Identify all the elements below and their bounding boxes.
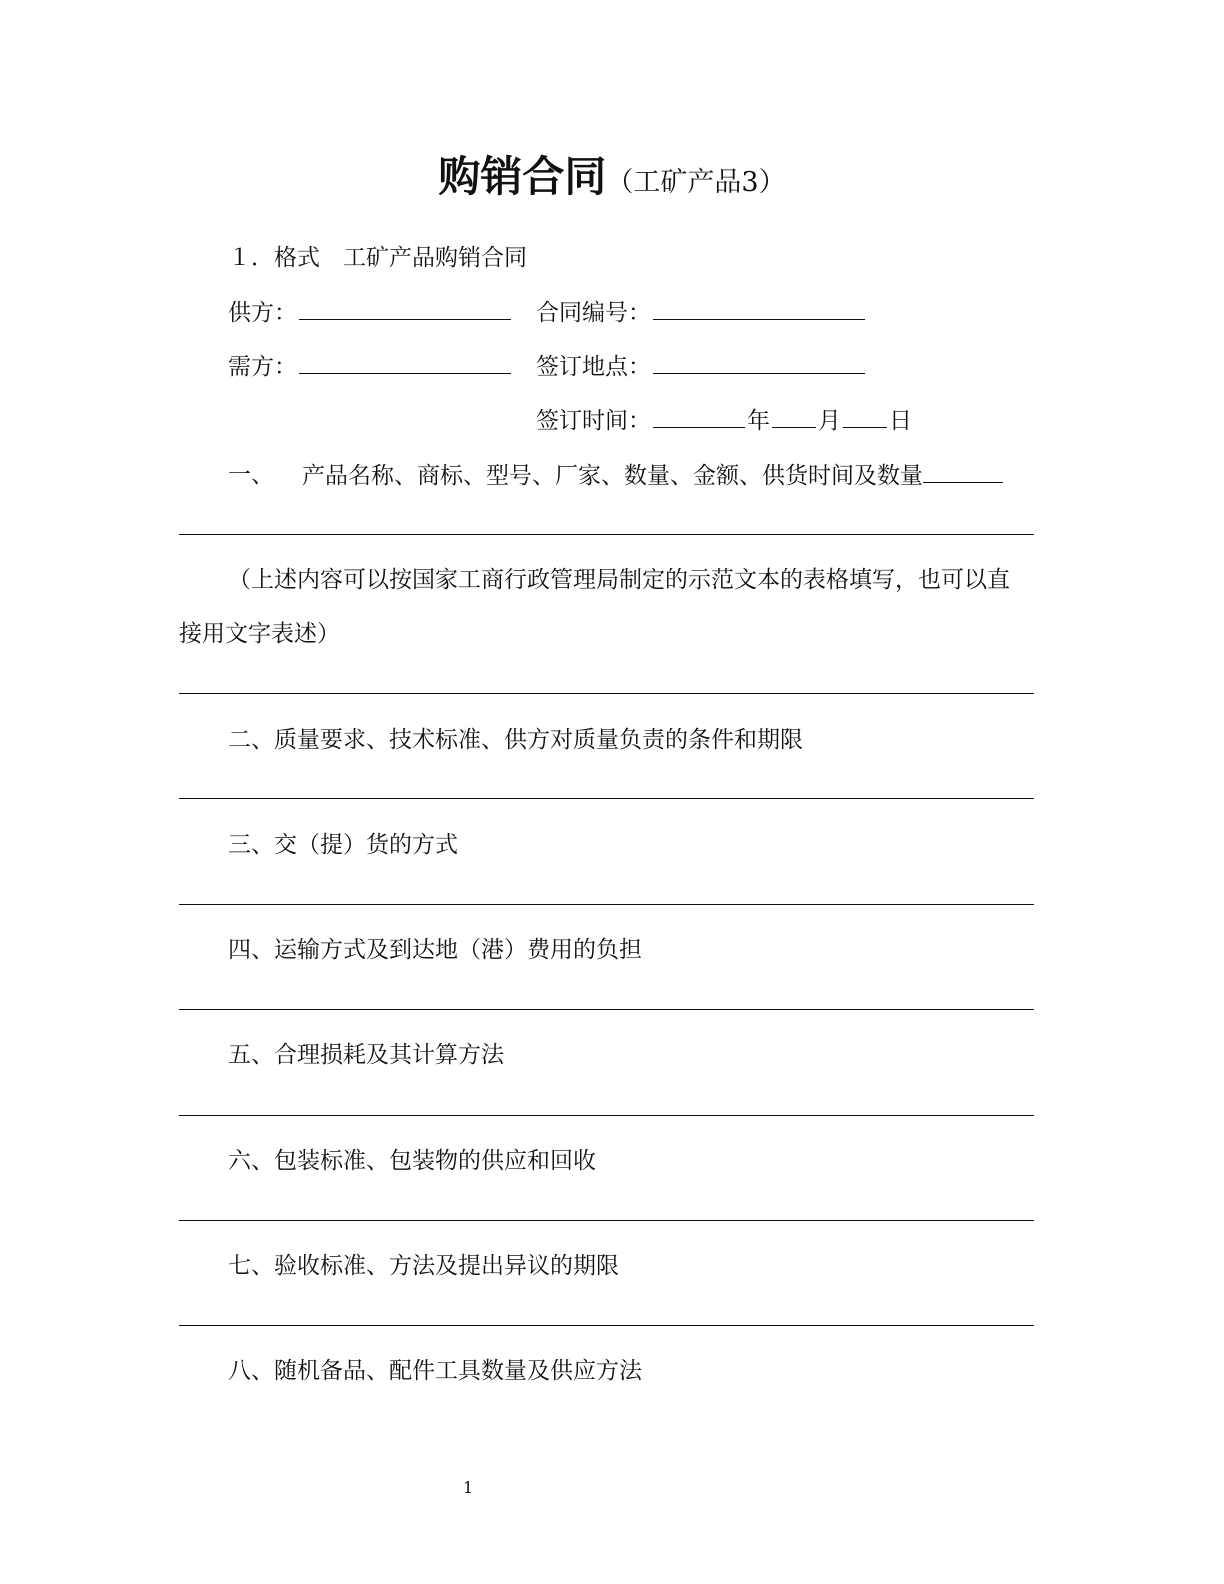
clause-3: 三、交（提）货的方式	[228, 832, 458, 858]
page-number: 1	[463, 1478, 474, 1497]
sign-place-field	[536, 351, 867, 382]
note-line-2: 接用文字表述）	[179, 621, 340, 647]
title-subtitle: （工矿产品3）	[606, 167, 786, 198]
note-line-1: （上述内容可以按国家工商行政管理局制定的示范文本的表格填写，也可以直	[228, 567, 1010, 593]
clause-1-number: 一、	[228, 462, 274, 488]
clause-1-text: 产品名称、商标、型号、厂家、数量、金额、供货时间及数量	[302, 463, 923, 489]
clause-4: 四、运输方式及到达地（港）费用的负担	[228, 937, 642, 963]
supplier-label: 供方：	[228, 300, 297, 326]
sign-place-label: 签订地点：	[536, 354, 651, 380]
supplier-field	[228, 297, 513, 328]
fill-line[interactable]	[179, 1325, 1034, 1326]
title-main: 购销合同	[438, 152, 607, 201]
buyer-field	[228, 351, 513, 382]
month-blank[interactable]	[772, 405, 816, 428]
clause-7: 七、验收标准、方法及提出异议的期限	[228, 1253, 619, 1279]
clause-2: 二、质量要求、技术标准、供方对质量负责的条件和期限	[228, 727, 803, 753]
clause-1-blank[interactable]	[923, 460, 1003, 483]
sign-time-field	[536, 405, 912, 436]
buyer-blank[interactable]	[299, 351, 511, 374]
buyer-label: 需方：	[228, 354, 297, 380]
document-title	[0, 144, 1224, 204]
supplier-blank[interactable]	[299, 297, 511, 320]
year-label: 年	[747, 408, 770, 434]
day-blank[interactable]	[843, 405, 887, 428]
format-line: １．格式 工矿产品购销合同	[228, 245, 527, 271]
fill-line[interactable]	[179, 904, 1034, 905]
clause-8: 八、随机备品、配件工具数量及供应方法	[228, 1358, 642, 1384]
year-blank[interactable]	[653, 405, 745, 428]
fill-line[interactable]	[179, 1009, 1034, 1010]
sign-time-label: 签订时间：	[536, 408, 651, 434]
day-label: 日	[889, 408, 912, 434]
month-label: 月	[818, 408, 841, 434]
fill-line[interactable]	[179, 798, 1034, 799]
sign-place-blank[interactable]	[653, 351, 865, 374]
contract-no-blank[interactable]	[653, 297, 865, 320]
clause-5: 五、合理损耗及其计算方法	[228, 1042, 504, 1068]
contract-no-label: 合同编号：	[536, 300, 651, 326]
clause-6: 六、包装标准、包装物的供应和回收	[228, 1148, 596, 1174]
fill-line[interactable]	[179, 534, 1034, 535]
fill-line[interactable]	[179, 1115, 1034, 1116]
fill-line[interactable]	[179, 693, 1034, 694]
fill-line[interactable]	[179, 1220, 1034, 1221]
clause-1	[302, 460, 1005, 491]
contract-no-field	[536, 297, 867, 328]
